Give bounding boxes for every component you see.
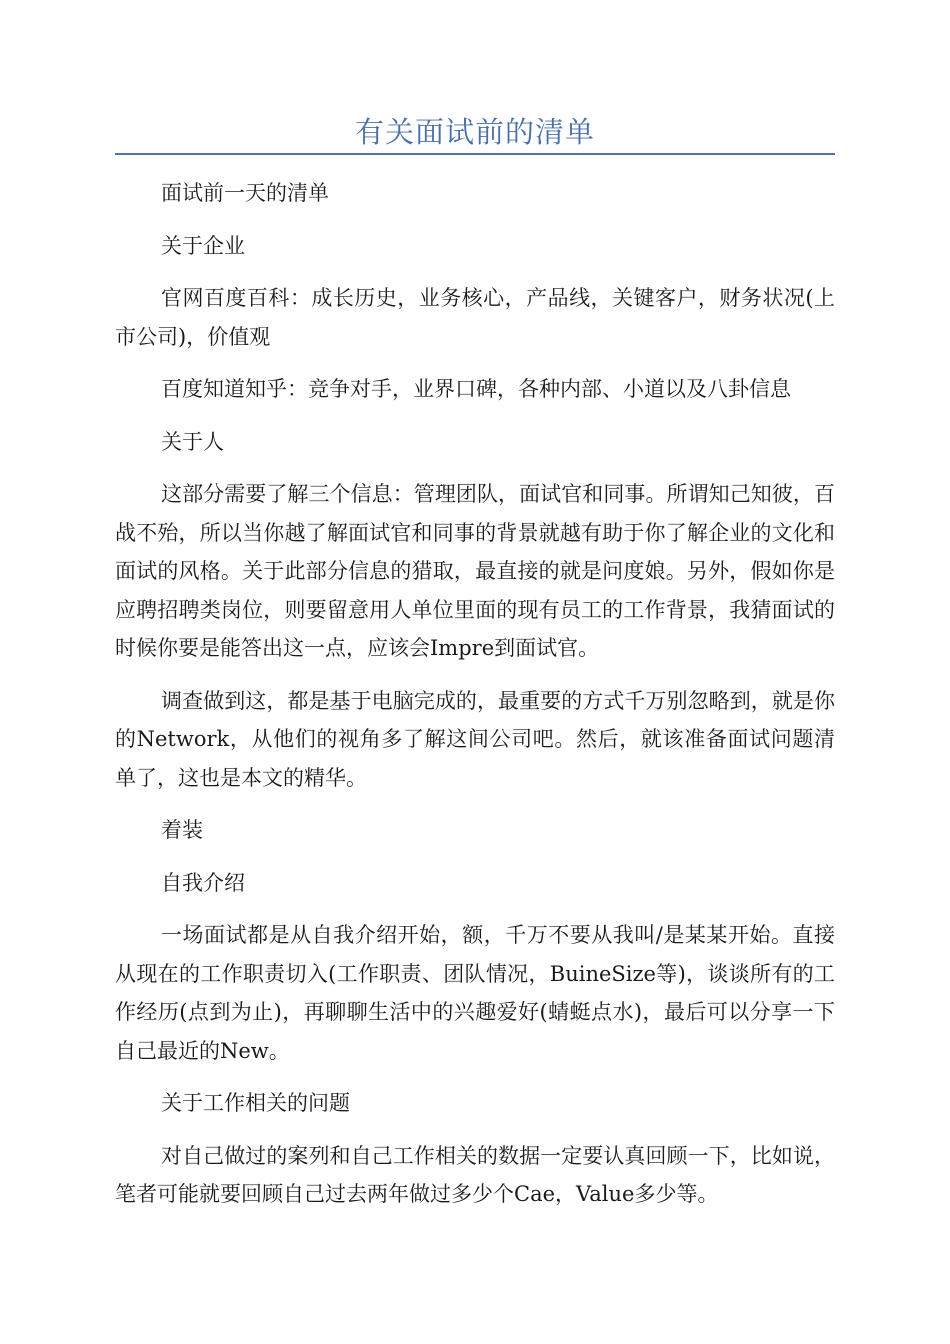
paragraph-self-intro: 一场面试都是从自我介绍开始，额，千万不要从我叫/是某某开始。直接从现在的工作职责切入(工作职责、团队情况，BuineSize等)，谈谈所有的工作经历(点到为止)，再聊聊生活中的兴趣爱好(蜻蜓点水)，最后可以分享一下自己最近的New。 (115, 923, 835, 1063)
paragraph-people-info: 这部分需要了解三个信息：管理团队，面试官和同事。所谓知己知彼，百战不殆，所以当你越了解面试官和同事的背景就越有助于你了解企业的文化和面试的风格。关于此部分信息的猎取，最直接的就是问度娘。另外，假如你是应聘招聘类岗位，则要留意用人单位里面的现有员工的工作背景，我猜面试的时候你要是能答出这一点，应该会Impre到面试官。 (115, 482, 835, 660)
paragraph-network: 调查做到这，都是基于电脑完成的，最重要的方式千万别忽略到，就是你的Network，从他们的视角多了解这间公司吧。然后，就该准备面试问题清单了，这也是本文的精华。 (115, 688, 835, 790)
paragraph-about-people: 关于人 (161, 429, 224, 454)
paragraph-official-sites: 官网百度百科：成长历史，业务核心，产品线，关键客户，财务状况(上市公司)，价值观 (115, 286, 835, 349)
paragraph-self-intro-heading: 自我介绍 (161, 870, 245, 895)
title-underline (115, 153, 835, 155)
paragraph-zhidao-zhihu: 百度知道知乎：竞争对手，业界口碑，各种内部、小道以及八卦信息 (161, 377, 791, 401)
paragraph-about-company: 关于企业 (161, 233, 245, 258)
paragraph-attire: 着装 (161, 818, 203, 842)
document-body (115, 174, 835, 1228)
paragraph-work-questions-heading: 关于工作相关的问题 (161, 1091, 350, 1115)
document-title: 有关面试前的清单 (354, 115, 595, 149)
paragraph-checklist-heading: 面试前一天的清单 (161, 181, 329, 205)
paragraph-work-questions: 对自己做过的案列和自己工作相关的数据一定要认真回顾一下，比如说，笔者可能就要回顾自己过去两年做过多少个Cae，Value多少等。 (115, 1143, 835, 1206)
